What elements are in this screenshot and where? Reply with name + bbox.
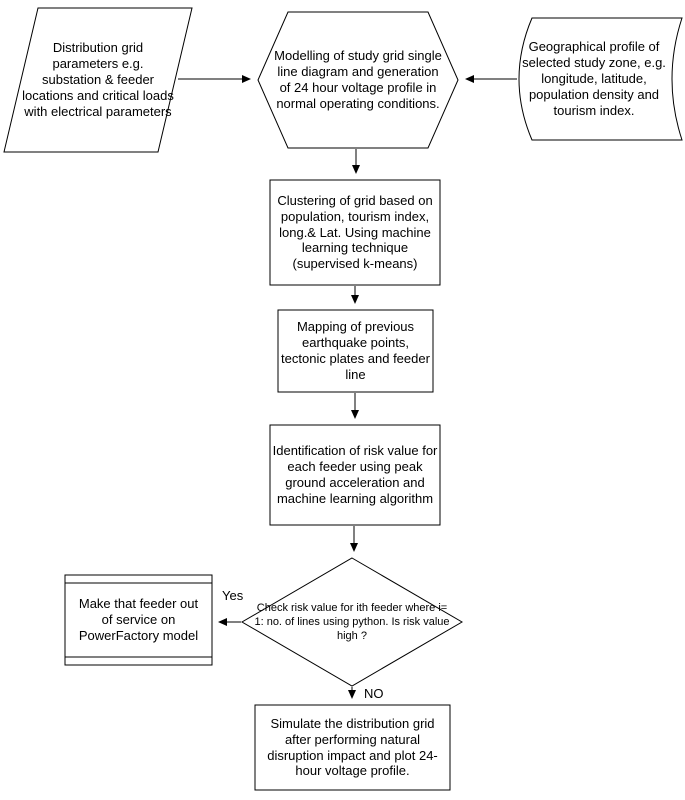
node-label-geo-profile: Geographical profile of selected study zone, e.g. longitude, latitude, population density and tourism index. [522, 39, 666, 118]
node-label-risk-decision: Check risk value for ith feeder where i= 1: no. of lines using python. Is risk value high ? [254, 601, 450, 643]
edge-label-yes: Yes [222, 588, 244, 603]
edge-label-no: NO [364, 686, 384, 701]
node-label-distribution-params: Distribution grid parameters e.g. substation & feeder locations and critical loads with electrical parameters [22, 40, 174, 119]
node-label-modelling: Modelling of study grid single line diagram and generation of 24 hour voltage profile in normal operating conditions. [274, 48, 442, 111]
node-label-simulate: Simulate the distribution grid after performing natural disruption impact and plot 24-hour voltage profile. [267, 715, 438, 779]
node-label-risk-identification: Identification of risk value for each feeder using peak ground acceleration and machine learning algorithm [272, 443, 438, 506]
node-label-feeder-out-of-service: Make that feeder out of service on PowerFactory model [78, 596, 199, 643]
node-label-clustering: Clustering of grid based on population, tourism index, long.& Lat. Using machine learning technique (supervised k-means) [277, 192, 433, 272]
node-label-mapping: Mapping of previous earthquake points, tectonic plates and feeder line [281, 319, 430, 382]
